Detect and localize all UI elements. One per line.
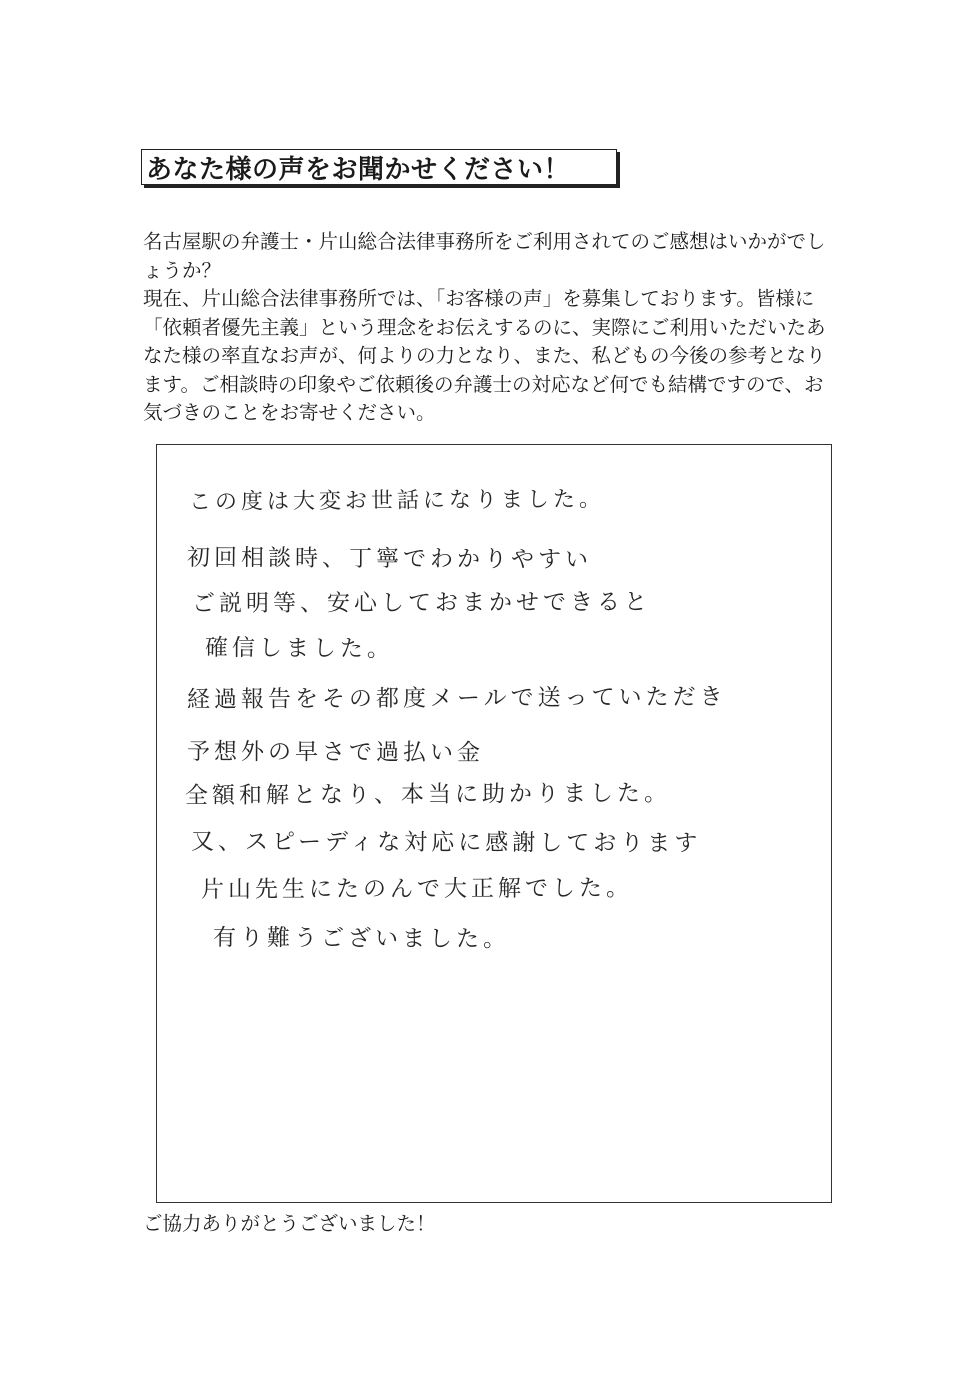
page-title: あなた様の声をお聞かせください！ bbox=[146, 154, 571, 185]
handwritten-response bbox=[157, 445, 831, 1202]
response-line: 予想外の早さで過払い金 bbox=[186, 739, 485, 767]
response-line: 片山先生にたのんで大正解でした。 bbox=[200, 875, 634, 903]
response-line: 有り難うございました。 bbox=[212, 925, 511, 953]
response-line: 初回相談時、丁寧でわかりやすい bbox=[186, 545, 593, 574]
response-line: 経過報告をその都度メールで送っていただき bbox=[186, 684, 727, 713]
title-banner bbox=[141, 149, 617, 185]
response-line: 確信しました。 bbox=[204, 635, 395, 663]
closing-message: ご協力ありがとうございました！ bbox=[143, 1212, 436, 1235]
response-line: 又、スピーディな対応に感謝しております bbox=[190, 829, 702, 857]
intro-text bbox=[143, 228, 843, 428]
customer-response-box bbox=[156, 444, 832, 1203]
response-line: 全額和解となり、本当に助かりました。 bbox=[184, 780, 672, 809]
intro-paragraph-2: 現在、片山総合法律事務所では、「お客様の声」を募集しております。皆様に「依頼者優先主義」という理念をお伝えするのに、実際にご利用いただいたあなた様の率直なお声が、何よりの力となり、また、私どもの今後の参考となります。ご相談時の印象やご依頼後の弁護士の対応など何でも結構ですので、お気づきのことをお寄せください。 bbox=[143, 287, 826, 424]
response-line: この度は大変お世話になりました。 bbox=[188, 487, 606, 515]
intro-paragraph-1: 名古屋駅の弁護士・片山総合法律事務所をご利用されてのご感想はいかがでしょうか？ bbox=[143, 230, 826, 282]
response-line: ご説明等、安心しておまかせできると bbox=[191, 589, 652, 617]
